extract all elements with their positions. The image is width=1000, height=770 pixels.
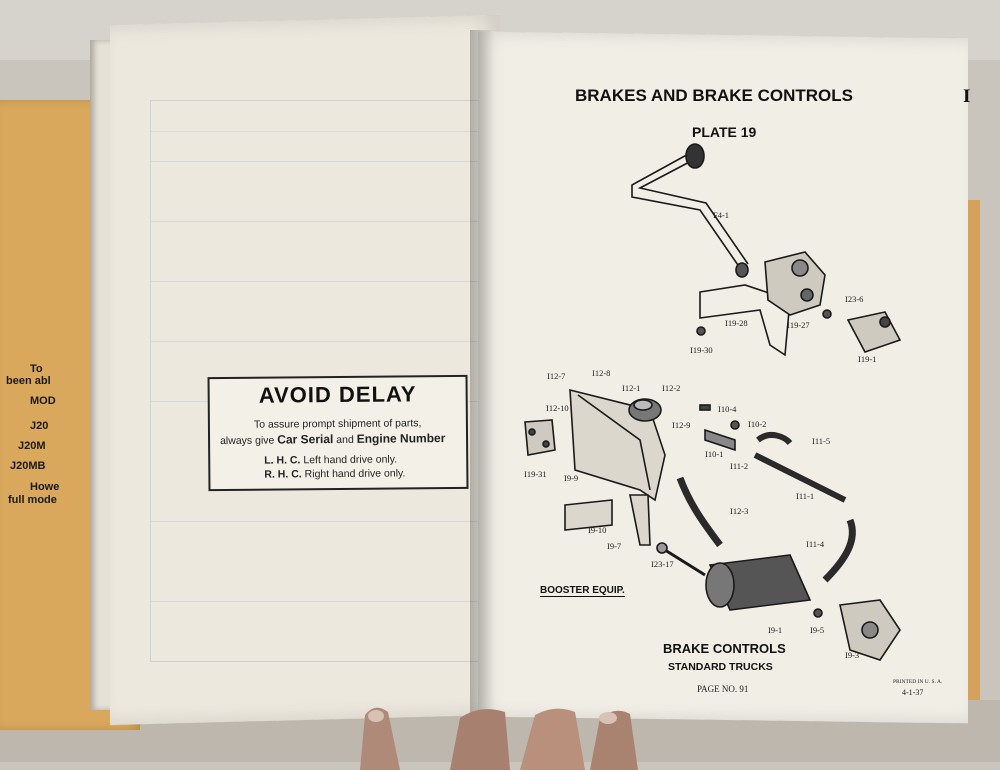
notice-line-2: always give Car Serial and Engine Number — [220, 431, 446, 448]
section-letter: I — [963, 86, 971, 107]
booster-equip-label: BOOSTER EQUIP. — [540, 585, 625, 596]
part-label: I9-1 — [768, 625, 783, 635]
part-label: I12-10 — [546, 403, 569, 413]
hand-holding-book — [330, 700, 650, 770]
notice-rhc: R. H. C. Right hand drive only. — [264, 467, 406, 481]
part-label: I12-2 — [662, 383, 681, 393]
page-number: PAGE NO. 91 — [697, 684, 749, 694]
printed-in-usa: PRINTED IN U. S. A. — [893, 679, 943, 685]
cover-text-line: J20M — [18, 440, 46, 452]
part-label: I19-30 — [690, 345, 713, 355]
part-label: I23-6 — [845, 294, 864, 304]
part-label: I10-2 — [748, 419, 767, 429]
part-label: I10-4 — [718, 404, 737, 414]
plate-title: PLATE 19 — [692, 124, 757, 140]
pedal-pad — [686, 144, 704, 168]
part-label: I19-31 — [524, 469, 547, 479]
part-label: I9-5 — [810, 625, 825, 635]
notice-lhc: L. H. C. Left hand drive only. — [264, 453, 398, 467]
part-label: I19-27 — [787, 320, 810, 330]
cover-text-line: Howe — [30, 481, 60, 493]
hose-i11-4 — [825, 520, 852, 580]
part-label: F4-1 — [713, 210, 730, 220]
part-label: I23-17 — [651, 559, 674, 569]
cover-text-line: full mode — [8, 494, 57, 506]
part-label: I11-1 — [796, 491, 815, 501]
part-label: I10-1 — [705, 449, 724, 459]
part-label: I12-8 — [592, 368, 611, 378]
notice-line-1: To assure prompt shipment of parts, — [253, 417, 422, 431]
hose-i12-3 — [680, 478, 720, 545]
part-label: I9-3 — [845, 650, 860, 660]
part-label: I9-10 — [588, 525, 607, 535]
cylinder-i19-1 — [848, 312, 900, 352]
part-label: I9-9 — [564, 473, 579, 483]
part-label: I11-4 — [806, 539, 825, 549]
cover-text-line: To — [30, 363, 43, 375]
cover-text-line: been abl — [6, 375, 51, 387]
part-label: I12-9 — [672, 420, 691, 430]
part-label: I12-1 — [622, 383, 641, 393]
part-label: I11-2 — [730, 461, 749, 471]
part-label: I11-5 — [812, 436, 831, 446]
cover-text-line: J20 — [30, 420, 49, 432]
part-label: I12-7 — [547, 371, 566, 381]
part-label: I12-3 — [730, 506, 749, 516]
part-label: I19-28 — [725, 318, 748, 328]
caption-title: BRAKE CONTROLS — [663, 641, 786, 656]
section-title: BRAKES AND BRAKE CONTROLS — [575, 86, 853, 105]
part-label: I9-7 — [607, 541, 622, 551]
cover-text-line: MOD — [30, 395, 56, 407]
cover-text-line: J20MB — [10, 460, 46, 472]
part-label: I19-1 — [858, 354, 877, 364]
date-code: 4-1-37 — [902, 688, 924, 697]
caption-subtitle: STANDARD TRUCKS — [668, 661, 773, 673]
notice-title: AVOID DELAY — [258, 381, 417, 408]
